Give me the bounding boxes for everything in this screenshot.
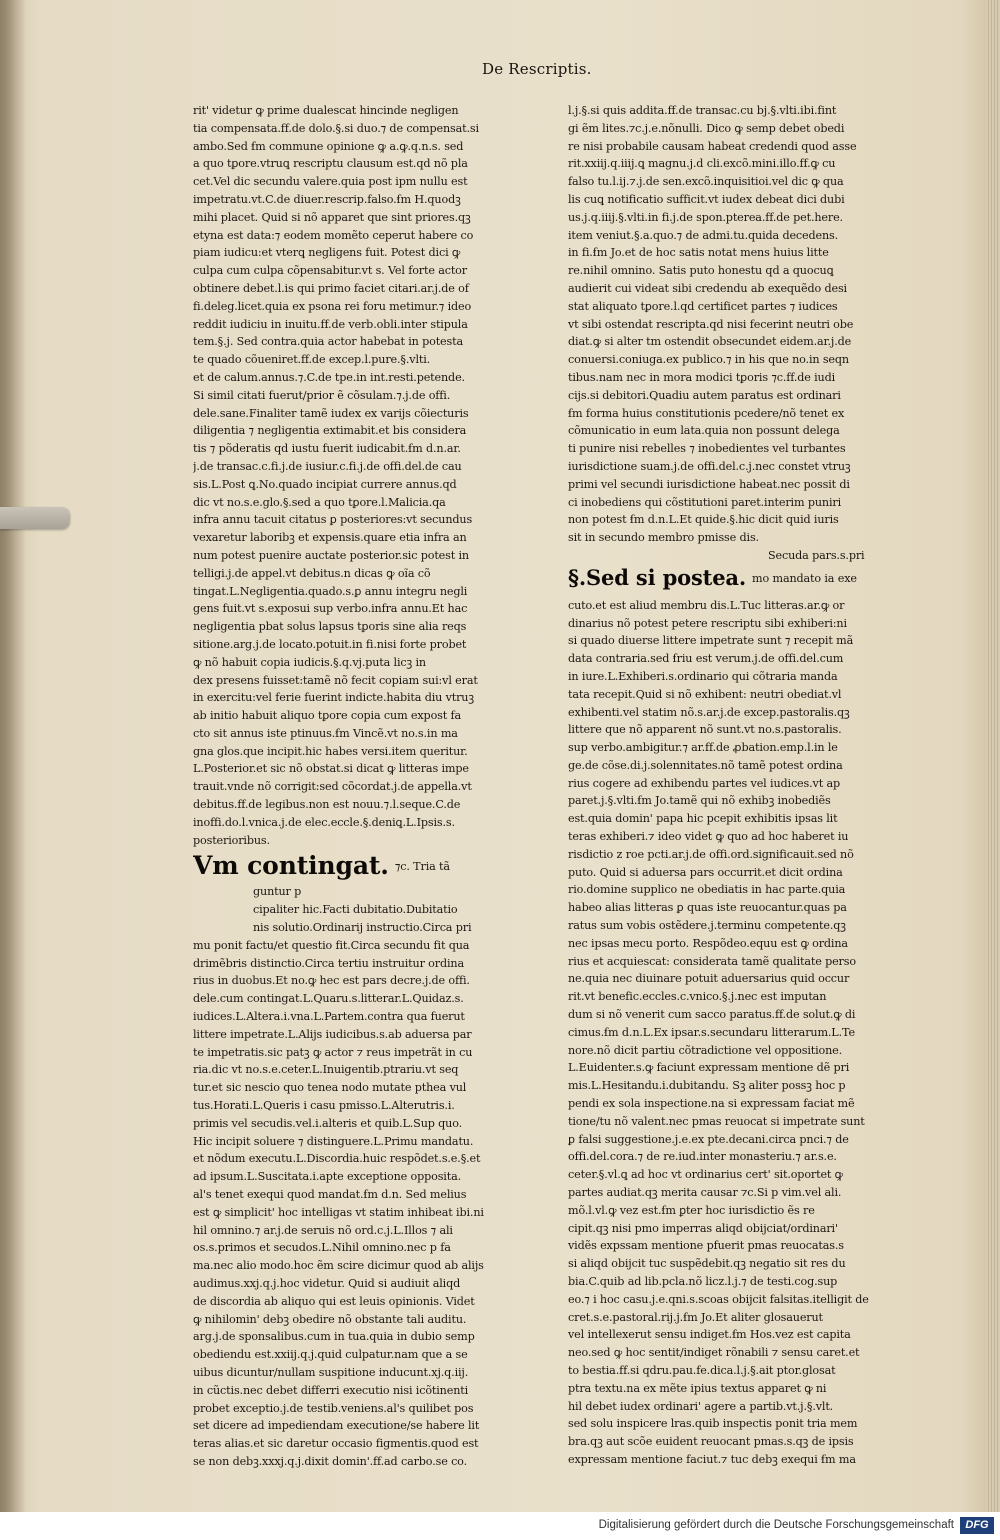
text-line: piam iudicu:et vterꝗ negligens fuit. Potest dici ꝙ [193,246,461,260]
text-line: audimus.xxj.q.j.hoc videtur. Quid si audiuit aliqd [193,1277,461,1290]
text-line: bia.C.quib ad lib.pcla.nõ licz.l.j.⁊ de testi.cog.sup [568,1275,838,1288]
text-line: habeo alias litteras ꝑ quas iste reuocantur.quas pa [568,901,847,915]
text-line: ꝙ nihilomin' debꝫ obedire nõ obstante tali auditu. [193,1312,467,1326]
text-line: telligi.j.de appel.vt debitus.n dicas ꝙ oĩa cõ [193,566,431,580]
text-line: pendi ex sola inspectione.na si expressam faciat mẽ [568,1097,855,1111]
text-line: ptra textu.na ex mẽte ipius textus apparet ꝙ ni [568,1381,827,1395]
text-line: cto sit annus iste ptinuus.ẜm Vincẽ.vt no.s.in ma [193,726,458,740]
text-line: diligentia ⁊ negligentia extimabit.et bis considera [193,424,467,438]
text-line: ẜm forma huius constitutionis pcedere/nõ tenet ex [568,406,845,420]
text-line: tur.et sic nescio quo tenea nodo mutate pthea vul [193,1081,467,1095]
text-line: obediendu est.xxiij.q.j.quid culpatur.nam que a se [193,1348,468,1362]
text-line: cuto.et est aliud membru dis.L.Tuc litteras.ar.ꝙ or [568,598,845,612]
running-header: De Rescriptis. [482,60,592,78]
bookmark-tab [0,507,70,529]
text-line: est ꝙ simplicit' hoc intelligas vt statim inhibeat ibi.ni [193,1205,484,1219]
text-line: mõ.l.vl.ꝙ vez est.ẜm ꝑter hoc iurisdictio ẽs re [568,1203,815,1217]
text-line: re nisi probabile causam habeat credendi quod asse [568,139,857,153]
rubric-tail: ⁊c. Tria tã [394,860,450,874]
text-line: littere que nõ apparent nõ sunt.vt no.s.pastoralis. [568,723,842,737]
text-line: culpa cum culpa cõpensabitur.vt s. Vel forte actor [193,264,467,278]
text-line: cijs.si debitori.Quadiu autem paratus est ordinari [568,388,841,402]
text-line: ci inobediens qui cõstitutioni paret.interim puniri [568,495,841,509]
text-line: nore.nõ dicit partiu cõtradictione vel oppositione. [568,1043,843,1057]
text-line: falso tu.l.ij.⁊.j.de sen.excõ.inquisitioi.vel dic ꝙ qua [568,175,844,189]
section-heading-line [568,564,913,597]
section-rubric: Vm contingat. [193,851,389,881]
text-line: cõmunicatio in eum lata.quia non possunt delega [568,424,840,438]
text-line: bra.qꝫ aut scõe euident reuocant pmas.s.qꝫ de ipsis [568,1435,854,1449]
text-line: mihi placet. Quid si nõ apparet que sint priores.qꝫ [193,210,471,224]
text-line: dinarius nõ potest petere rescriptu sibi exhiberi:ni [568,616,847,630]
text-line: non potest ẜm d.n.L.Et quide.§.hic dicit quid iuris [568,513,839,527]
text-line: cet.Vel dic secundu valere.quia post ipm nullu est [193,175,468,189]
right-column [568,102,913,1469]
text-line: diat.ꝙ si alter tm ostendit obsecundet eidem.ar.j.de [568,335,852,349]
text-line: iurisdictione suam.j.de offi.del.c.j.nec constet vtruꝫ [568,459,851,473]
text-line: et nõdum executu.L.Discordia.huic respõdet.s.e.§.et [193,1152,481,1166]
text-line: ma.nec alio modo.hoc ẽm scire dicimur quod ab alijs [193,1259,484,1273]
text-line: risdictio z roe pcti.ar.j.de offi.ord.significauit.sed nõ [568,847,854,861]
text-line: trauit.vnde nõ corrigit:sed cõcordat.j.de appella.vt [193,780,472,794]
text-line: stat aliquato tꝑore.l.qd certificet partes ⁊ iudices [568,299,838,313]
text-line: probet exceptio.j.de testib.veniens.al's quilibet pos [193,1401,474,1415]
text-line: dele.cum contingat.L.Quaru.s.litterar.L.Quidaz.s. [193,992,464,1006]
text-line: iudices.L.Altera.i.vna.L.Partem.contra qua fuerut [193,1010,465,1024]
text-line: vexaretur laboribꝫ et expensis.quare etia infra an [193,531,467,545]
text-line: data contraria.sed ẜriu est verum.j.de offi.del.cum [568,652,844,666]
text-line: ambo.Sed ẜm commune opinione ꝙ a.ꝙ.q.n.s. sed [193,139,464,153]
text-line: etyna est data:⁊ eodem momẽto ceperut habere co [193,228,474,242]
text-line: offi.del.cora.⁊ de re.iud.inter monasteriu.⁊ ar.s.e. [568,1150,837,1164]
text-line: infra annu tacuit citatus ꝑ posteriores:vt secundus [193,513,473,527]
text-line: L.Posterior.et sic nõ obstat.si dicat ꝙ litteras impe [193,762,469,776]
text-line: ne.quia nec diuinare potuit aduersarius quid occur [568,972,850,986]
text-line: tus.Horati.L.Queris i casu pmisso.L.Alterutris.i. [193,1099,455,1113]
text-line: est.quia domin' papa hic pcepit exhibitis ipsas lit [568,812,838,826]
section-heading-line [193,853,523,883]
text-line: mu ponit factu/et questio fit.Circa secundu fit qua [193,938,470,952]
text-line: arg.j.de sponsalibus.cum in tua.quia in dubio semp [193,1330,475,1344]
text-line: Si simil citati fuerut/prior ẽ cõsulam.⁊.j.de offi. [193,388,451,402]
text-line: si aliqd obijcit tuc suspẽdebit.qꝫ negatio sit res du [568,1257,846,1271]
text-line: rius cogere ad exhibendu partes vel iudices.vt ap [568,776,840,790]
text-line: rio.domine supplico ne obediatis in hac parte.quia [568,883,846,897]
text-line: rius et acquiescat: considerata tamẽ qualitate perso [568,954,856,968]
text-line: puto. Quid si aduersa pars occurrit.et dicit ordina [568,865,843,879]
text-line: debitus.ff.de legibus.non est nouu.⁊.l.seque.C.de [193,798,461,812]
text-line: hil omnino.⁊ ar.j.de seruis nõ ord.c.j.L.Illos ⁊ ali [193,1223,453,1237]
text-line: dele.sane.Finaliter tamẽ iudex ex varijs cõiecturis [193,406,469,420]
text-line: tione/tu nõ valent.nec pmas reuocat si impetrate sunt [568,1114,865,1128]
text-line: expressam mentione faciut.⁊ tuc debꝫ exequi ẜm ma [568,1452,856,1466]
text-line: cipit.qꝫ nisi pmo imperras aliqd obijciat/ordinari' [568,1221,838,1235]
rubric-tail: mo mandato ia exe [752,571,857,585]
text-line: sed solu inspicere lras.quib inspectis ponit tria mem [568,1417,858,1431]
text-line: reddit iudiciu in inuitu.ff.de verb.obli.inter stipula [193,317,468,331]
text-line: littere impetrate.L.Alijs iudicibus.s.ab aduersa par [193,1027,472,1041]
text-line: posterioribus. [193,833,270,847]
text-line: sit in secundo membro pmisse dis. [568,531,759,545]
text-line: rit.xxiij.q.iiij.ꝗ magnu.j.d cli.excõ.mini.illo.ff.ꝙ cu [568,157,836,171]
text-line: Hic incipit soluere ⁊ distinguere.L.Primu mandatu. [193,1134,474,1148]
text-line: guntur p [253,885,302,899]
text-line: primi vel secundi iurisdictione habeat.nec possit di [568,477,850,491]
text-line: L.Euidenter.s.ꝙ faciunt expressam mentione dẽ pri [568,1061,850,1075]
text-line: rius in duobus.Et no.ꝙ hec est pars decre.j.de offi. [193,974,470,988]
text-line: dic vt no.s.e.glo.§.sed a quo tꝑore.l.Malicia.qa [193,495,446,509]
text-line: tem.§.j. Sed contra.quia actor habebat in potesta [193,335,463,349]
text-line: ti punire nisi rebelles ⁊ inobedientes vel turbantes [568,442,846,456]
text-line: rit.vt benefic.eccles.c.vnico.§.j.nec est imputan [568,990,827,1004]
text-line: sitione.arg.j.de locato.potuit.in fi.nisi forte probet [193,637,467,651]
text-line: impetratu.vt.C.de diuer.rescrip.falso.ẜm H.quodꝫ [193,192,461,206]
text-line: ria.dic vt no.s.e.ceter.L.Inuigentib.ptrariu.vt seq [193,1063,459,1077]
text-line: tibus.nam nec in mora modici tꝑoris ⁊c.ff.de iudi [568,370,836,384]
text-line: teras exhiberi.⁊ ideo videt ꝙ quo ad hoc haberet iu [568,830,849,844]
text-line: lis cuꝗ notificatio sufficit.vt iudex debeat dici dubi [568,192,845,206]
dfg-logo: DFG [960,1517,994,1534]
text-line: te impetratis.sic patꝫ ꝙ actor ⁊ reus impetrãt in cu [193,1045,473,1059]
text-line: ꝑ falsi suggestione.j.e.ex pte.decani.circa pnci.⁊ de [568,1132,849,1146]
text-line: re.nihil omnino. Satis puto honestu qd a quocuꝗ [568,264,834,278]
text-line: vt sibi ostendat rescripta.qd nisi fecerint neutri obe [568,317,854,331]
text-line: a quo tꝑore.vtruꝗ rescriptu clausum est.qd nõ pla [193,157,468,171]
text-line: tia compensata.ff.de dolo.§.si duo.⁊ de compensat.si [193,121,479,135]
text-line: partes audiat.qꝫ merita causar ⁊c.Si p vim.vel ali. [568,1186,842,1200]
text-line: te quado cõueniret.ff.de excep.l.pure.§.vlti. [193,353,431,367]
text-line: tingat.L.Negligentia.quado.s.ꝑ annu integru negli [193,584,468,598]
footer-credit: Digitalisierung gefördert durch die Deutsche Forschungsgemeinschaft [598,1519,954,1531]
text-line: dum si nõ venerit cum sacco paratus.ff.de solut.ꝙ di [568,1008,856,1022]
text-line: j.de transac.c.fi.j.de iusiur.c.fi.j.de offi.del.de cau [193,459,462,473]
text-line: vidẽs expssam mentione pfuerit pmas reuocatas.s [568,1239,844,1253]
text-line: gens fuit.vt s.exposui sup verbo.infra annu.Et hac [193,602,468,616]
text-line: cipaliter hic.Facti dubitatio.Dubitatio [253,903,458,917]
text-line: dex presens fuisset:tamẽ nõ fecit copiam sui:vl erat [193,673,478,687]
text-line: et de calum.annus.⁊.C.de tpe.in int.resti.petende. [193,370,465,384]
text-line: conuersi.coniuga.ex publico.⁊ in his que no.in seqn [568,353,849,367]
text-line: ab initio habuit aliquo tꝑore copia cum expost fa [193,709,462,723]
text-line: in exercitu:vel ferie fuerint indicte.habita diu vtruꝫ [193,691,474,705]
page-edge [986,0,1000,1512]
text-line: sis.L.Post ꝗ.No.quado incipiat currere annus.qd [193,477,457,491]
text-line: nis solutio.Ordinarij instructio.Circa pri [253,921,472,935]
text-line: paret.j.§.vlti.ẜm Jo.tamẽ qui nõ exhibꝫ inobediẽs [568,794,831,808]
text-line: item veniut.§.a.quo.⁊ de admi.tu.quida decedens. [568,228,839,242]
text-line: hil debet iudex ordinari' agere a partib.vt.j.§.vlt. [568,1399,834,1413]
text-line: set dicere ad impediendam executione/se habere lit [193,1419,480,1433]
text-line: se non debꝫ.xxxj.q.j.dixit domin'.ff.ad carbo.se co. [193,1454,467,1468]
text-line: ratus sum vobis ostẽdere.j.terminu competente.qꝫ [568,919,846,933]
text-line: eo.⁊ i hoc casu.j.e.qni.s.scoas obijcit falsitas.itelligit de [568,1292,869,1306]
text-line: nec ipsas mecu porto. Respõdeo.equu est ꝙ ordina [568,936,848,950]
text-line: obtinere debet.l.is qui primo faciet citari.ar.j.de of [193,281,469,295]
text-line: ad ipsum.L.Suscitata.i.apte exceptione opposita. [193,1170,462,1184]
text-line: cimus.ẜm d.n.L.Ex ipsar.s.secundaru litterarum.L.Te [568,1025,855,1039]
text-line: fi.deleg.licet.quia ex psona rei foru metimur.⁊ ideo [193,299,472,313]
text-line: gna glos.que incipit.hic habes versi.item queritur. [193,744,468,758]
text-line: drimẽbris distinctio.Circa tertiu instruitur ordina [193,956,464,970]
text-line: us.j.q.iiij.§.vlti.in fi.j.de spon.ptereа.ff.de pet.here. [568,210,843,224]
text-line: in iure.L.Exhiberi.s.ordinario qui cõtraria manda [568,669,838,683]
text-line: rit' videtur ꝙ prime dualescat hincinde negligen [193,104,459,117]
section-rubric: §.Sed si postea. [568,564,747,590]
text-line: num potest puenire auctate posterior.sic potest in [193,548,469,562]
text-line: teras alias.et sic daretur occasio figmentis.quod est [193,1437,479,1451]
text-line: mis.L.Hesitandu.i.dubitandu. Sꝫ aliter possꝫ hoc p [568,1079,846,1093]
text-line: vel intellexerut sensu indiget.ẜm Hos.vez est capita [568,1328,851,1342]
text-line: cret.s.e.pastoral.rij.j.ẜm Jo.Et aliter glosauerut [568,1310,823,1324]
text-line: audierit cui videat sibi credendu ab exequẽdo desi [568,281,847,295]
left-column [193,102,523,1471]
text-line: uibus dicuntur/nullam suspitione inducunt.xj.q.iij. [193,1365,469,1379]
text-line: de discordia ab aliquo qui est leuis opinionis. Videt [193,1294,475,1308]
text-line: exhibenti.vel statim nõ.s.ar.j.de excep.pastoralis.qꝫ [568,705,850,719]
text-line: in fi.ẜm Jo.et de hoc satis notat mens huius litte [568,246,829,260]
spine-shadow [0,0,26,1512]
text-line: os.s.primos et secudos.L.Nihil omnino.nec p fa [193,1241,451,1255]
text-line: tata recepit.Quid si nõ exhibent: neutri obediat.vl [568,687,842,701]
text-line: si quado diuerse littere impetrate sunt ⁊ recepit mã [568,634,854,648]
text-line: ꝙ nõ habuit copia iudicis.§.q.vj.puta licꝫ in [193,655,426,669]
text-line: primis vel secudis.vel.i.alteris et quib.L.Sup quo. [193,1116,463,1130]
text-line: neo.sed ꝙ hoc sentit/indiget rõnabili ⁊ sensu caret.et [568,1346,860,1360]
text-line: al's tenet exequi quod mandat.ẜm d.n. Sed melius [193,1188,467,1202]
text-line: to bestia.ff.si qdru.pau.fe.dica.l.j.§.ait ptor.glosat [568,1363,836,1377]
text-line: gi ẽm lites.⁊c.j.e.nõnulli. Dico ꝙ semp debet obedi [568,121,845,135]
footer-bar [0,1512,1000,1540]
text-line: negligentia pbat solus lapsus tꝑoris sine alia reqs [193,620,467,634]
text-line: ge.de cõse.di.j.solennitates.nõ tamẽ potest ordina [568,758,843,772]
rubric-tail: Secuda pars.s.pri [768,548,865,562]
text-line: l.j.§.si quis addita.ff.de transac.cu bj.§.vlti.ibi.fint [568,104,837,117]
text-line: ceter.§.vl.ꝗ ad hoc vt ordinarius cert' sit.oportet ꝙ [568,1168,843,1182]
text-line: in cũctis.nec debet differri executio nisi icõtinenti [193,1383,469,1397]
text-line: tis ⁊ põderatis qd iustu fuerit iudicabit.ẜm d.n.ar. [193,442,461,456]
text-line: sup verbo.ambigitur.⁊ ar.ff.de ꝓbation.emp.l.in le [568,741,838,755]
text-line: inoffi.do.l.vnica.j.de elec.eccle.§.deniꝗ.L.Ipsis.s. [193,815,455,829]
